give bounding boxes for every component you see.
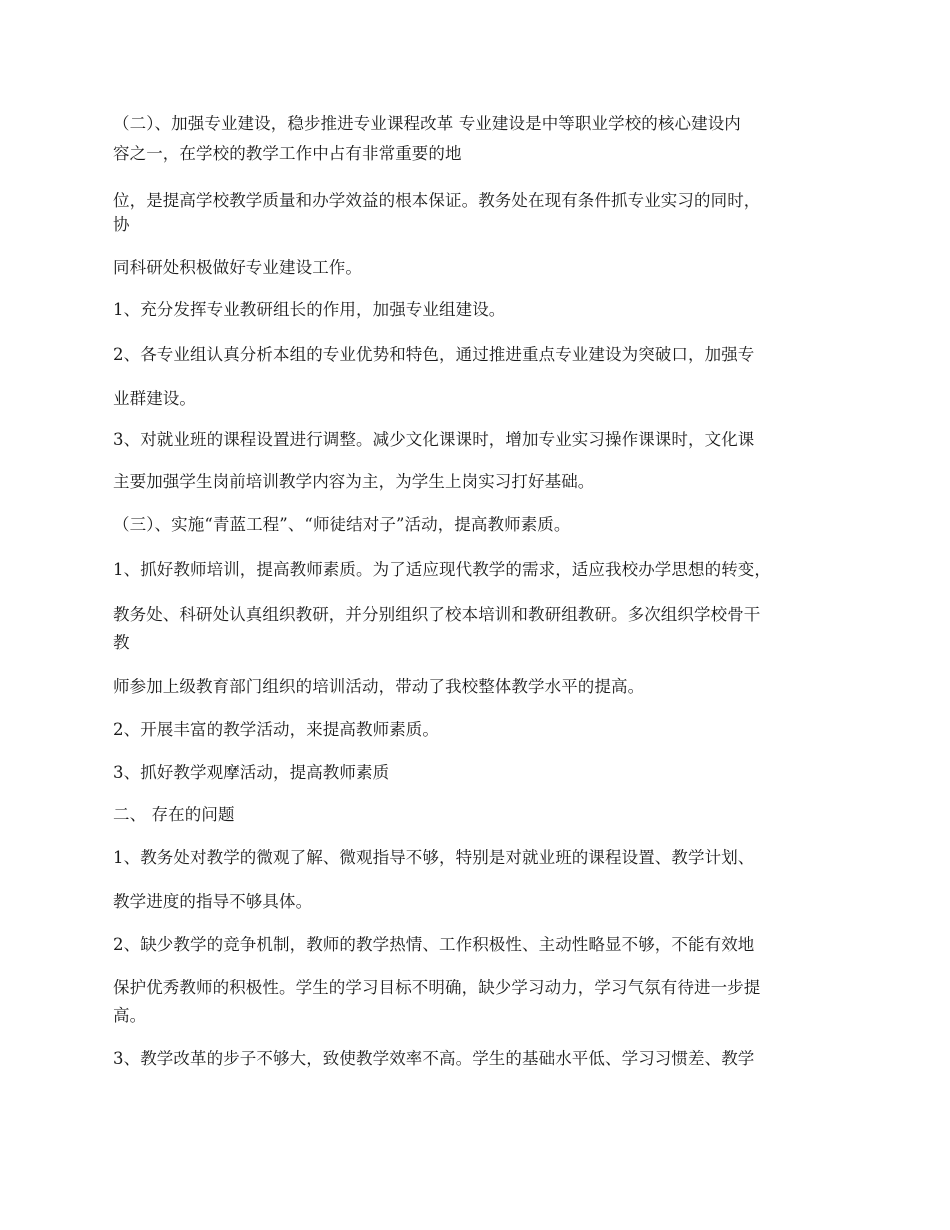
paragraph-line: 协	[113, 215, 130, 234]
paragraph-line: 教务处、科研处认真组织教研，并分别组织了校本培训和教研组教研。多次组织学校骨干	[113, 605, 761, 624]
paragraph-line: 教	[113, 633, 130, 652]
paragraph-line: 教学进度的指导不够具体。	[113, 892, 313, 911]
section-heading: 二、 存在的问题	[113, 805, 235, 824]
paragraph-line: 容之一，在学校的教学工作中占有非常重要的地	[113, 144, 462, 163]
paragraph-line: 同科研处积极做好专业建设工作。	[113, 258, 362, 277]
paragraph-line: 保护优秀教师的积极性。学生的学习目标不明确，缺少学习动力，学习气氛有待进一步提	[113, 978, 761, 997]
list-item: 2、缺少教学的竞争机制，教师的教学热情、工作积极性、主动性略显不够，不能有效地	[113, 935, 755, 954]
list-item: 1、抓好教师培训，提高教师素质。为了适应现代教学的需求，适应我校办学思想的转变，	[113, 560, 771, 579]
list-item: 1、充分发挥专业教研组长的作用，加强专业组建设。	[113, 300, 506, 319]
list-item: 3、抓好教学观摩活动，提高教师素质	[113, 763, 390, 782]
paragraph-line: 高。	[113, 1006, 147, 1025]
list-item: 1、教务处对教学的微观了解、微观指导不够，特别是对就业班的课程设置、教学计划、	[113, 848, 755, 867]
section-heading: （三）、实施“青蓝工程”、“师徒结对子”活动，提高教师素质。	[113, 515, 571, 534]
list-item: 3、教学改革的步子不够大，致使教学效率不高。学生的基础水平低、学习习惯差、教学	[113, 1049, 755, 1068]
paragraph-line: 位，是提高学校教学质量和办学效益的根本保证。教务处在现有条件抓专业实习的同时，	[113, 191, 761, 210]
paragraph-line: 主要加强学生岗前培训教学内容为主，为学生上岗实习打好基础。	[113, 472, 595, 491]
list-item: 2、开展丰富的教学活动，来提高教师素质。	[113, 720, 439, 739]
paragraph-line: （二）、加强专业建设，稳步推进专业课程改革 专业建设是中等职业学校的核心建设内	[113, 114, 741, 133]
list-item: 3、对就业班的课程设置进行调整。减少文化课课时，增加专业实习操作课课时，文化课	[113, 430, 755, 449]
paragraph-line: 业群建设。	[113, 389, 196, 408]
paragraph-line: 师参加上级教育部门组织的培训活动，带动了我校整体教学水平的提高。	[113, 677, 645, 696]
list-item: 2、各专业组认真分析本组的专业优势和特色，通过推进重点专业建设为突破口，加强专	[113, 345, 755, 364]
